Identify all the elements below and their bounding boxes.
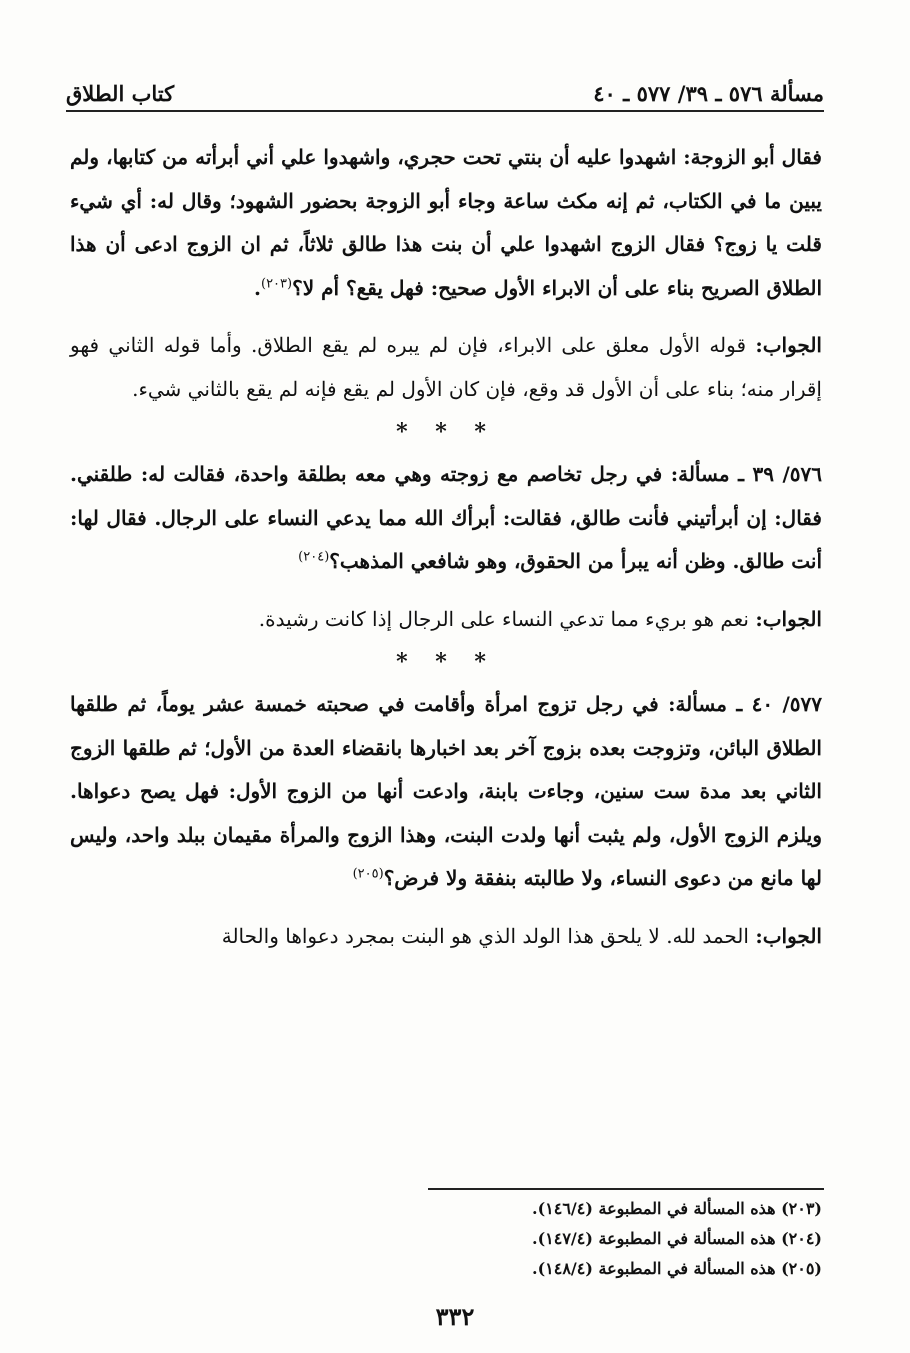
answer-prev-text: قوله الأول معلق على الابراء، فإن لم يبره لم يقع الطلاق. وأما قوله الثاني فهو إقرار منه؛ بناء على أن الأول قد وقع، فإن كان الأول لم يقع فإنه لم يقع بالثاني شيء.: [70, 333, 822, 401]
question-577: [70, 683, 822, 901]
answer-label: الجواب:: [755, 333, 822, 357]
question-continued-text: فقال أبو الزوجة: اشهدوا عليه أن بنتي تحت حجري، واشهدوا علي أني أبرأته من كتابها، ولم يبين ما في الكتاب، ثم إنه مكث ساعة وجاء أبو الزوجة بحضور الشهود؛ وقال له: أي شيء قلت يا زوج؟ فقال الزوج اشهدوا علي أن بنت هذا طالق ثلاثاً، ثم ان الزوج ادعى أن هذا الطلاق الصريح بناء على أن الابراء الأول صحيح: فهل يقع؟ أم لا؟: [70, 145, 822, 300]
question-576-number: ٥٧٦/ ٣٩ ـ مسألة:: [670, 462, 823, 486]
section-separator: * * *: [396, 419, 496, 445]
main-text: [70, 136, 822, 958]
answer-label: الجواب:: [755, 923, 822, 948]
spacer: [70, 901, 822, 915]
spacer: [70, 584, 822, 598]
footnote-205: (٢٠٥) هذه المسألة في المطبوعة (١٤٨/٤).: [532, 1259, 822, 1278]
footnote-ref-204: (٢٠٤): [298, 549, 330, 565]
question-577-number: ٥٧٧/ ٤٠ ـ مسألة:: [668, 692, 822, 716]
question-577-text: في رجل تزوج امرأة وأقامت في صحبته خمسة عشر يوماً، ثم طلقها الطلاق البائن، وتزوجت بعده بزوج آخر بعد اخبارها بانقضاء العدة من الأول؛ ثم طلقها الزوج الثاني بعد مدة ست سنين، وجاءت بابنة، وادعت أنها من الزوج الأول: فهل يصح دعواها. ويلزم الزوج الأول، ولم يثبت أنها ولدت البنت، وهذا الزوج والمرأة مقيمان ببلد واحد، وليس لها مانع من دعوى النساء، ولا طالبته بنفقة ولا فرض؟: [70, 692, 822, 890]
footnotes: [70, 1194, 822, 1284]
section-separator: * * *: [396, 649, 496, 675]
footnote-ref-205: (٢٠٥): [352, 866, 384, 882]
answer-577-text: الحمد لله. لا يلحق هذا الولد الذي هو البنت بمجرد دعواها والحالة: [221, 923, 749, 948]
question-576: [70, 453, 822, 584]
header-book-title: كتاب الطلاق: [66, 81, 175, 106]
footnote-203: (٢٠٣) هذه المسألة في المطبوعة (١٤٦/٤).: [532, 1199, 822, 1218]
answer-label: الجواب:: [755, 606, 822, 631]
answer-577: [70, 915, 822, 959]
footnote-rule: [428, 1188, 824, 1190]
page-number: ٣٣٢: [435, 1302, 475, 1331]
answer-prev: [70, 324, 822, 411]
header-issue-range: مسألة ٥٧٦ ـ ٣٩/ ٥٧٧ ـ ٤٠: [593, 81, 824, 106]
spacer: [70, 310, 822, 324]
header-rule: [66, 110, 824, 112]
footnote-204: (٢٠٤) هذه المسألة في المطبوعة (١٤٧/٤).: [532, 1229, 822, 1248]
question-continued: فقال أبو الزوجة: اشهدوا عليه أن بنتي تحت حجري، واشهدوا علي أني أبرأته من كتابها، ولم يبين ما في الكتاب، ثم إنه مكث ساعة وجاء أبو الزوجة بحضور الشهود؛ وقال له: أي شيء قلت يا زوج؟ فقال الزوج اشهدوا علي أن بنت هذا طالق ثلاثاً، ثم ان الزوج ادعى أن هذا الطلاق الصريح بناء على أن الابراء الأول صحيح: فهل يقع؟ أم لا؟$^{(٢٠٣)}$.: [70, 145, 822, 300]
answer-576-text: نعم هو بريء مما تدعي النساء على الرجال إذا كانت رشيدة.: [258, 606, 749, 631]
question-576-text: في رجل تخاصم مع زوجته وهي معه بطلقة واحدة، فقالت له: طلقني. فقال: إن أبرأتيني فأنت طالق، فقالت: أبرأك الله مما يدعي النساء على الرجال. فقال لها: أنت طالق. وظن أنه يبرأ من الحقوق، وهو شافعي المذهب؟: [70, 462, 822, 573]
running-header: [66, 58, 824, 106]
footnote-ref-203: (٢٠٣): [260, 275, 293, 291]
answer-576: [70, 598, 822, 642]
